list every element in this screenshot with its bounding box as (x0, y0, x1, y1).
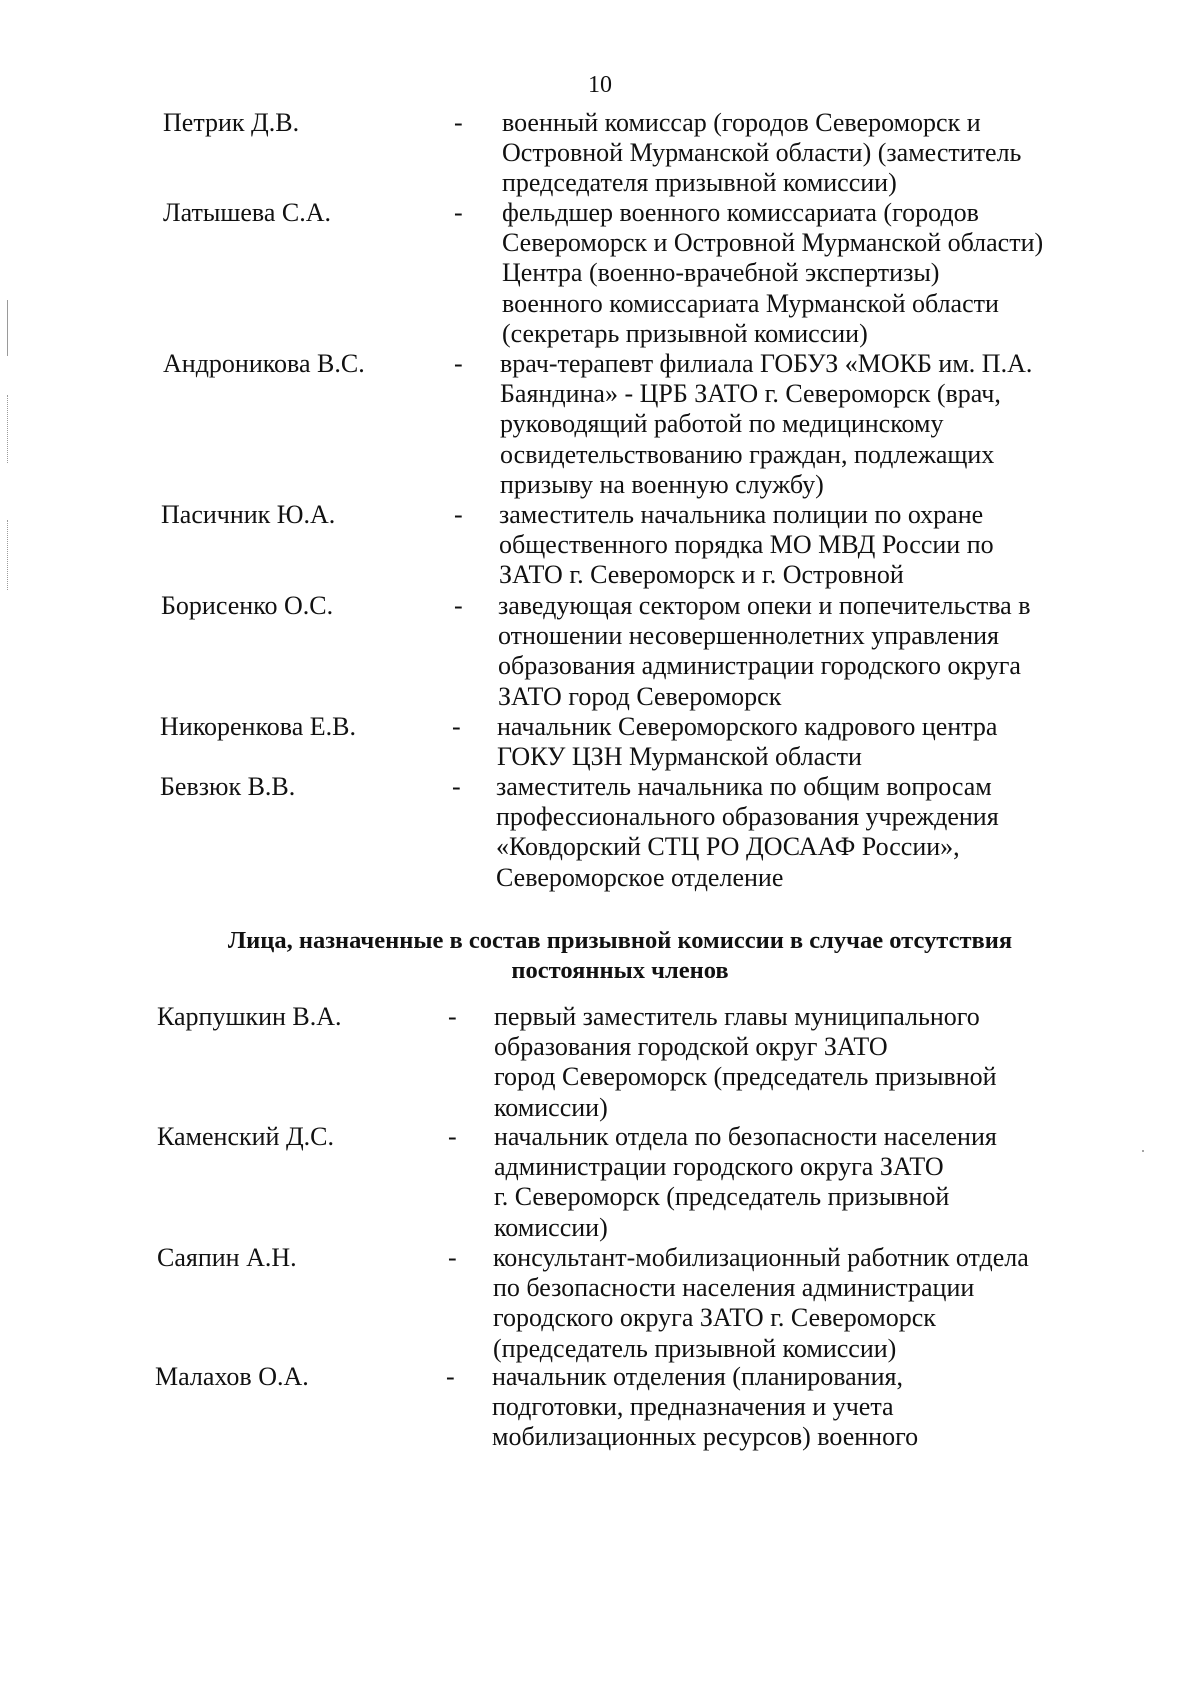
member-name: Никоренкова Е.В. (160, 712, 356, 741)
member-dash: - (448, 1243, 457, 1272)
member-description: заместитель начальника по общим вопросам профессионального образования учреждения «Ковдорский СТЦ РО ДОСААФ России», Североморское отделение (496, 772, 999, 892)
member-description: военный комиссар (городов Североморск и Островной Мурманской области) (заместитель председателя призывной комиссии) (502, 108, 1022, 198)
member-dash: - (448, 1122, 457, 1151)
member-name: Бевзюк В.В. (160, 772, 296, 801)
member-dash: - (454, 198, 463, 227)
member-description: начальник Североморского кадрового центра ГОКУ ЦЗН Мурманской области (497, 712, 998, 772)
member-name: Петрик Д.В. (163, 108, 300, 137)
scan-edge-mark (7, 520, 9, 590)
member-description: начальник отдела по безопасности населения администрации городского округа ЗАТО г. Североморск (председатель призывной комиссии) (494, 1122, 997, 1242)
scan-edge-mark (7, 395, 9, 463)
member-name: Латышева С.А. (163, 198, 331, 227)
member-name: Борисенко О.С. (161, 591, 334, 620)
member-dash: - (452, 772, 461, 801)
member-description: начальник отделения (планирования, подготовки, предназначения и учета мобилизационных ресурсов) военного (492, 1362, 919, 1452)
member-description: заместитель начальника полиции по охране общественного порядка МО МВД России по ЗАТО г. Североморск и г. Островной (499, 500, 994, 590)
member-name: Андроникова В.С. (163, 349, 365, 378)
page-number: 10 (588, 72, 612, 98)
member-name: Пасичник Ю.А. (161, 500, 336, 529)
member-dash: - (446, 1362, 455, 1391)
member-description: заведующая сектором опеки и попечительства в отношении несовершеннолетних управления образования администрации городского округа ЗАТО город Североморск (498, 591, 1031, 711)
scan-edge-mark (7, 300, 8, 356)
member-description: фельдшер военного комиссариата (городов Североморск и Островной Мурманской области) Центра (военно-врачебной экспертизы) военного комиссариата Мурманской области (секретарь призывной комиссии) (502, 198, 1044, 348)
member-name: Каменский Д.С. (157, 1122, 335, 1151)
member-description: врач-терапевт филиала ГОБУЗ «МОКБ им. П.А. Баяндина» - ЦРБ ЗАТО г. Североморск (врач, руководящий работой по медицинскому освидетельствованию граждан, подлежащих призыву на военную службу) (500, 349, 1033, 499)
scan-speck (1142, 1150, 1144, 1152)
member-dash: - (454, 500, 463, 529)
member-description: первый заместитель главы муниципального образования городской округ ЗАТО город Североморск (председатель призывной комиссии) (494, 1002, 997, 1122)
member-name: Карпушкин В.А. (157, 1002, 342, 1031)
member-dash: - (448, 1002, 457, 1031)
member-dash: - (454, 591, 463, 620)
member-dash: - (452, 712, 461, 741)
member-name: Малахов О.А. (155, 1362, 309, 1391)
member-dash: - (454, 108, 463, 137)
member-dash: - (454, 349, 463, 378)
member-name: Саяпин А.Н. (157, 1243, 297, 1272)
section-title: Лица, назначенные в состав призывной комиссии в случае отсутствия постоянных членов (227, 927, 1013, 984)
member-description: консультант-мобилизационный работник отдела по безопасности населения администрации городского округа ЗАТО г. Североморск (председатель призывной комиссии) (493, 1243, 1029, 1363)
